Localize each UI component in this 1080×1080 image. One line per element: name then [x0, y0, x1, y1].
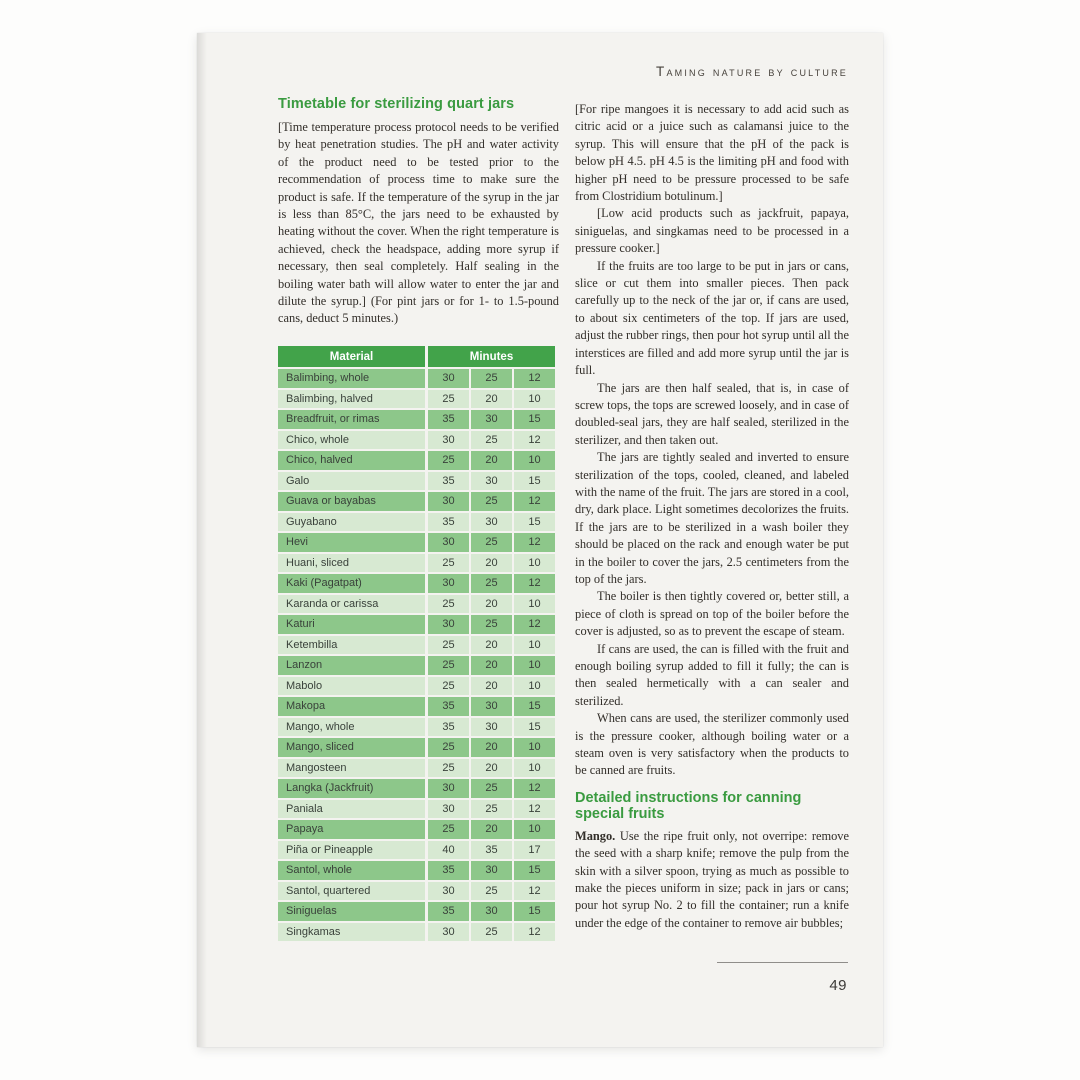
minutes-cell: 25 [425, 738, 469, 759]
minutes-cell: 25 [425, 759, 469, 780]
table-row [278, 451, 555, 472]
minutes-cell: 20 [469, 554, 512, 575]
minutes-cell: 35 [425, 718, 469, 739]
table-row [278, 390, 555, 411]
minutes-cell: 25 [469, 431, 512, 452]
running-head: Taming nature by culture [656, 64, 848, 79]
minutes-cell: 12 [512, 533, 555, 554]
minutes-cell: 15 [512, 718, 555, 739]
minutes-cell: 10 [512, 451, 555, 472]
minutes-cell: 30 [425, 923, 469, 944]
minutes-cell: 30 [469, 697, 512, 718]
mango-paragraph [575, 828, 849, 932]
material-cell: Kaki (Pagatpat) [278, 574, 425, 595]
body-paragraph: [Time temperature process protocol needs to be verified by heat penetration studies. The pH and water activity of the product need to be tested prior to the recommendation of process time to make sure the product is safe. If the temperature of the syrup in the jar is less than 85°C, the jars need to be exhausted by heating without the cover. When the right temperature is achieved, check the headspace, adding more syrup if necessary, then seal completely. Half sealing in the boiling water bath will allow water to enter the jar and dilute the syrup.] (For pint jars or for 1- to 1.5-pound cans, deduct 5 minutes.) [278, 120, 559, 326]
minutes-cell: 25 [425, 451, 469, 472]
left-column [278, 96, 559, 328]
minutes-cell: 12 [512, 923, 555, 944]
table-row [278, 718, 555, 739]
minutes-cell: 30 [425, 779, 469, 800]
table-row [278, 800, 555, 821]
material-cell: Mabolo [278, 677, 425, 698]
table-row [278, 656, 555, 677]
minutes-cell: 12 [512, 492, 555, 513]
material-cell: Balimbing, halved [278, 390, 425, 411]
minutes-cell: 30 [425, 431, 469, 452]
minutes-cell: 30 [425, 574, 469, 595]
minutes-cell: 12 [512, 882, 555, 903]
material-cell: Lanzon [278, 656, 425, 677]
material-cell: Katuri [278, 615, 425, 636]
minutes-cell: 25 [469, 882, 512, 903]
minutes-cell: 20 [469, 677, 512, 698]
material-cell: Singkamas [278, 923, 425, 944]
table-row [278, 636, 555, 657]
paragraph: The jars are tightly sealed and inverted to ensure sterilization of the tops, cooled, cleaned, and labeled with the name of the fruit. The jars are stored in a cool, dry, dark place. Light sometimes decolorizes the fruits. If the jars are to be sterilized in a wash boiler they should be placed on the rack and enough water be put in the boiler to cover the jars, 2.5 centimeters from the top of the jars. [575, 450, 849, 586]
table-row [278, 779, 555, 800]
page-number: 49 [829, 977, 847, 994]
material-cell: Paniala [278, 800, 425, 821]
minutes-cell: 15 [512, 472, 555, 493]
minutes-cell: 25 [469, 574, 512, 595]
table-row [278, 533, 555, 554]
timetable-body [278, 369, 555, 943]
material-cell: Chico, whole [278, 431, 425, 452]
minutes-cell: 10 [512, 595, 555, 616]
minutes-cell: 30 [469, 718, 512, 739]
book-page [197, 33, 883, 1047]
minutes-cell: 25 [469, 779, 512, 800]
minutes-cell: 20 [469, 738, 512, 759]
right-column [575, 101, 849, 932]
minutes-cell: 20 [469, 759, 512, 780]
table-row [278, 595, 555, 616]
minutes-cell: 30 [425, 533, 469, 554]
minutes-cell: 25 [425, 820, 469, 841]
paragraph: When cans are used, the sterilizer commonly used is the pressure cooker, although boiling water or a steam oven is very satisfactory when the products to be canned are fruits. [575, 711, 849, 778]
sterilizing-timetable [278, 346, 555, 943]
minutes-cell: 30 [469, 513, 512, 534]
paragraph: If cans are used, the can is filled with the fruit and enough boiling syrup added to fill it fully; the can is then sealed hermetically with a can sealer and sterilized. [575, 641, 849, 708]
material-cell: Piña or Pineapple [278, 841, 425, 862]
section-heading-timetable: Timetable for sterilizing quart jars [278, 96, 515, 112]
material-cell: Mangosteen [278, 759, 425, 780]
table-row [278, 902, 555, 923]
table-row [278, 410, 555, 431]
material-cell: Makopa [278, 697, 425, 718]
table-row [278, 574, 555, 595]
minutes-cell: 40 [425, 841, 469, 862]
minutes-cell: 25 [425, 390, 469, 411]
minutes-cell: 25 [469, 800, 512, 821]
minutes-cell: 25 [469, 369, 512, 390]
minutes-cell: 12 [512, 800, 555, 821]
material-cell: Breadfruit, or rimas [278, 410, 425, 431]
minutes-cell: 20 [469, 595, 512, 616]
minutes-cell: 35 [425, 902, 469, 923]
minutes-cell: 12 [512, 574, 555, 595]
minutes-cell: 10 [512, 820, 555, 841]
table-row [278, 615, 555, 636]
table-row [278, 472, 555, 493]
minutes-cell: 10 [512, 390, 555, 411]
minutes-cell: 30 [425, 369, 469, 390]
table-row [278, 492, 555, 513]
table-row [278, 841, 555, 862]
table-row [278, 697, 555, 718]
minutes-cell: 25 [425, 636, 469, 657]
minutes-cell: 15 [512, 513, 555, 534]
minutes-cell: 20 [469, 636, 512, 657]
minutes-cell: 15 [512, 410, 555, 431]
minutes-cell: 25 [469, 533, 512, 554]
material-cell: Galo [278, 472, 425, 493]
paragraph: [Low acid products such as jackfruit, papaya, siniguelas, and singkamas need to be processed in a pressure cooker.] [575, 206, 849, 256]
minutes-cell: 35 [425, 472, 469, 493]
paragraph: If the fruits are too large to be put in jars or cans, slice or cut them into smaller pieces. Then pack carefully up to the neck of the jar or, if cans are used, to about six centimeters of the top. If jars are used, adjust the rubber rings, then pour hot syrup until all the interstices are filled and add more syrup until the jar is full. [575, 258, 849, 378]
material-cell: Huani, sliced [278, 554, 425, 575]
table-row [278, 431, 555, 452]
minutes-cell: 30 [469, 861, 512, 882]
minutes-cell: 25 [425, 677, 469, 698]
minutes-cell: 15 [512, 902, 555, 923]
minutes-cell: 25 [469, 923, 512, 944]
minutes-cell: 10 [512, 636, 555, 657]
table-row [278, 513, 555, 534]
minutes-cell: 10 [512, 554, 555, 575]
minutes-cell: 35 [469, 841, 512, 862]
minutes-cell: 30 [425, 882, 469, 903]
table-row [278, 923, 555, 944]
table-header-material: Material [278, 346, 425, 369]
table-row [278, 738, 555, 759]
minutes-cell: 10 [512, 759, 555, 780]
minutes-cell: 10 [512, 677, 555, 698]
material-cell: Ketembilla [278, 636, 425, 657]
minutes-cell: 30 [469, 410, 512, 431]
material-cell: Santol, quartered [278, 882, 425, 903]
minutes-cell: 25 [469, 615, 512, 636]
minutes-cell: 35 [425, 410, 469, 431]
material-cell: Chico, halved [278, 451, 425, 472]
paragraph: The jars are then half sealed, that is, in case of screw tops, the tops are screwed loosely, and in case of doubled-seal jars, they are half sealed, sterilized in the sterilizer, and then taken out. [575, 380, 849, 447]
minutes-cell: 30 [425, 800, 469, 821]
table-row [278, 677, 555, 698]
material-cell: Papaya [278, 820, 425, 841]
material-cell: Karanda or carissa [278, 595, 425, 616]
material-cell: Guava or bayabas [278, 492, 425, 513]
table-header-minutes: Minutes [425, 346, 555, 369]
minutes-cell: 20 [469, 390, 512, 411]
minutes-cell: 20 [469, 656, 512, 677]
table-row [278, 820, 555, 841]
mango-lead: Mango. [575, 828, 616, 843]
minutes-cell: 10 [512, 738, 555, 759]
minutes-cell: 12 [512, 369, 555, 390]
mango-text: Use the ripe fruit only, not overripe: remove the seed with a sharp knife; remove the pulp from the skin with a silver spoon, trying as much as possible to make the pieces uniform in size; pack in jars or cans; pour hot syrup No. 2 to fill the container; run a knife under the edge of the container to remove air bubbles; [575, 828, 849, 930]
paragraph: The boiler is then tightly covered or, better still, a piece of cloth is spread on top of the boiler before the cover is adjusted, so as to prevent the escape of steam. [575, 589, 849, 639]
material-cell: Santol, whole [278, 861, 425, 882]
table-row [278, 554, 555, 575]
paragraph: [For ripe mangoes it is necessary to add acid such as citric acid or a juice such as calamansi juice to the syrup. This will ensure that the pH of the pack is below pH 4.5. pH 4.5 is the limiting pH and food with higher pH need to be pressure processed to be safe from Clostridium botulinum.] [575, 102, 849, 204]
minutes-cell: 12 [512, 779, 555, 800]
minutes-cell: 35 [425, 697, 469, 718]
material-cell: Guyabano [278, 513, 425, 534]
minutes-cell: 12 [512, 431, 555, 452]
minutes-cell: 15 [512, 697, 555, 718]
minutes-cell: 30 [425, 615, 469, 636]
minutes-cell: 25 [425, 554, 469, 575]
material-cell: Siniguelas [278, 902, 425, 923]
footer-rule [717, 962, 848, 963]
minutes-cell: 35 [425, 513, 469, 534]
table-row [278, 882, 555, 903]
minutes-cell: 17 [512, 841, 555, 862]
minutes-cell: 25 [425, 595, 469, 616]
table-row [278, 759, 555, 780]
minutes-cell: 20 [469, 451, 512, 472]
material-cell: Balimbing, whole [278, 369, 425, 390]
material-cell: Mango, whole [278, 718, 425, 739]
minutes-cell: 30 [469, 902, 512, 923]
section-heading-canning: Detailed instructions for canning special fruits [575, 789, 802, 822]
material-cell: Langka (Jackfruit) [278, 779, 425, 800]
material-cell: Mango, sliced [278, 738, 425, 759]
minutes-cell: 25 [469, 492, 512, 513]
minutes-cell: 25 [425, 656, 469, 677]
table-header-row [278, 346, 555, 369]
minutes-cell: 35 [425, 861, 469, 882]
material-cell: Hevi [278, 533, 425, 554]
minutes-cell: 12 [512, 615, 555, 636]
minutes-cell: 30 [469, 472, 512, 493]
minutes-cell: 20 [469, 820, 512, 841]
minutes-cell: 30 [425, 492, 469, 513]
table-row [278, 369, 555, 390]
minutes-cell: 15 [512, 861, 555, 882]
minutes-cell: 10 [512, 656, 555, 677]
table-row [278, 861, 555, 882]
